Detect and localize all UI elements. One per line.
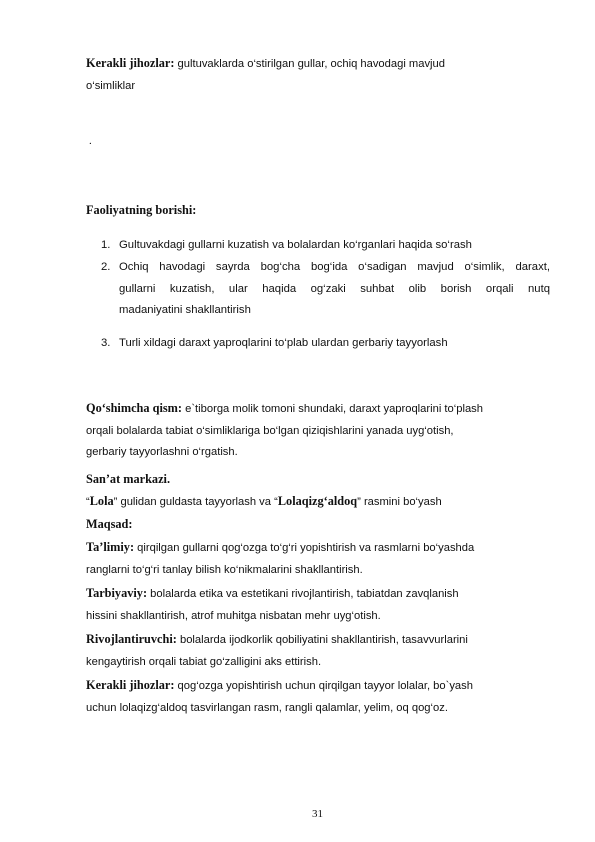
goal-heading: Maqsad: (86, 517, 133, 531)
task-middle-text: ” gulidan guldasta tayyorlash va “ (113, 496, 278, 508)
developmental-line-1 (86, 629, 550, 652)
equipment-label: Kerakli jihozlar: (86, 56, 175, 70)
equipment2-paragraph (86, 675, 550, 719)
extra-line-2: orqali bolalarda tabiat o‘simliklariga bo‘lgan qiziqishlarini yanada uyg‘otish, (86, 424, 454, 437)
extra-text: e`tiborga molik tomoni shundaki, daraxt yaproqlarini to‘plash (182, 403, 483, 415)
list-item (86, 235, 550, 257)
list-item-number: 1. (101, 239, 111, 251)
educational-line-2: ranglarni to‘g‘ri tanlay bilish ko‘nikmalarini shakllantirish. (86, 563, 363, 576)
developmental-text: bolalarda ijodkorlik qobiliyatini shakllantirish, tasavvurlarini (176, 634, 468, 646)
list-item-line: gullarni kuzatish, ular haqida og‘zaki suhbat olib borish orqali nutq (119, 282, 550, 295)
page-number: 31 (312, 808, 323, 820)
list-item-number: 2. (101, 261, 111, 273)
task-word-lola: Lola (89, 494, 114, 508)
developmental-paragraph (86, 629, 550, 673)
task-quote-open: “ (86, 496, 90, 508)
educational-line-1 (86, 537, 550, 560)
task-word-lolaqizgaldoq: Lolaqizg‘aldoq (277, 494, 358, 508)
educational-text: qirqilgan gullarni qog‘ozga to‘g‘ri yopishtirish va rasmlarni bo‘yashda (134, 542, 475, 554)
list-item-line: madaniyatini shakllantirish (119, 304, 251, 316)
task-end-text: ” rasmini bo‘yash (357, 496, 442, 508)
list-item (86, 333, 550, 355)
list-item-line: Ochiq havodagi sayrda bog‘cha bog‘ida o‘sadigan mavjud o‘simlik, daraxt, (119, 261, 550, 273)
list-item-text (119, 257, 550, 322)
equipment2-label: Kerakli jihozlar: (86, 678, 175, 692)
equipment-text: gultuvaklarda o‘stirilgan gullar, ochiq havodagi mavjud (174, 58, 445, 70)
extra-label: Qo‘shimcha qism: (86, 401, 182, 415)
equipment2-line-2: uchun lolaqizg‘aldoq tasvirlangan rasm, rangli qalamlar, yelim, oq qog‘oz. (86, 701, 448, 714)
upbringing-line-2: hissini shakllantirish, atrof muhitga nisbatan mehr uyg‘otish. (86, 609, 381, 622)
extra-paragraph (86, 398, 550, 464)
developmental-label: Rivojlantiruvchi: (86, 632, 177, 646)
educational-label: Ta’limiy: (86, 540, 135, 554)
list-item-text: Gultuvakdagi gullarni kuzatish va bolalardan ko‘rganlari haqida so‘rash (119, 239, 472, 251)
equipment-line-1 (86, 53, 550, 76)
equipment-paragraph (86, 53, 550, 97)
list-item-text: Turli xildagi daraxt yaproqlarini to‘plab ulardan gerbariy tayyorlash (119, 337, 448, 349)
art-center-heading: San’at markazi. (86, 472, 171, 486)
task-line (86, 491, 550, 514)
educational-paragraph (86, 537, 550, 581)
equipment2-text: qog‘ozga yopishtirish uchun qirqilgan tayyor lolalar, bo`yash (174, 680, 473, 692)
upbringing-text: bolalarda etika va estetikani rivojlantirish, tabiatdan zavqlanish (147, 588, 459, 600)
developmental-line-2: kengaytirish orqali tabiat go‘zalligini aks ettirish. (86, 655, 322, 668)
list-item-number: 3. (101, 337, 111, 349)
upbringing-label: Tarbiyaviy: (86, 586, 148, 600)
extra-line-3: gerbariy tayyorlashni o‘rgatish. (86, 446, 238, 458)
extra-line-1 (86, 398, 550, 421)
equipment-line-2: o‘simliklar (86, 79, 136, 92)
upbringing-line-1 (86, 583, 550, 606)
procedure-heading: Faoliyatning borishi: (86, 203, 197, 217)
list-item (86, 257, 550, 323)
equipment2-line-1 (86, 675, 550, 698)
stray-mark: . (89, 135, 92, 147)
upbringing-paragraph (86, 583, 550, 627)
